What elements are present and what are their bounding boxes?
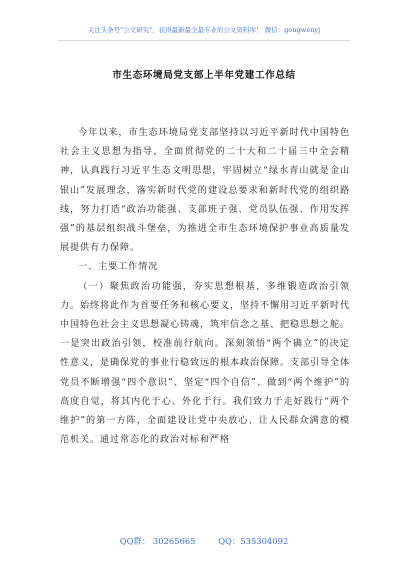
header-divider: [58, 40, 350, 41]
document-body: [60, 124, 350, 450]
header-promo-text: 关注头条号"公文研究"，获得最新最全最专业的公文资料库！ 微信：gongwenyj: [87, 26, 321, 34]
footer-contact: [0, 535, 408, 547]
document-title: 市生态环境局党支部上半年党建工作总结: [112, 70, 296, 81]
footer-qq-group: QQ群： 30265665: [119, 536, 196, 546]
intro-paragraph: 今年以来，市生态环境局党支部坚持以习近平新时代中国特色社会主义思想为指导，全面贯彻党的二十大和二十届三中全会精神，认真践行习近平生态文明思想，牢固树立“绿水青山就是金山银山”发展理念，落实新时代党的建设总要求和新时代党的组织路线，努力打造“政治功能强、支部班子强、党员队伍强、作用发挥强”的基层组织战斗堡垒，为推进全市生态环境保护事业高质量发展提供有力保障。: [60, 128, 350, 254]
body-paragraph: （一）聚焦政治功能强，夯实思想根基，多维锻造政治引领力。始终将此作为首要任务和核心要义，坚持不懈用习近平新时代中国特色社会主义思想凝心铸魂，筑牢信念之基、把稳思想之舵。一是突出政治引领，校准前行航向。深刻领悟“两个确立”的决定性意义，是确保党的事业行稳致远的根本政治保障。支部引导全体党员不断增强“四个意识”、坚定“四个自信”、做到“两个维护”的高度自觉，将其内化于心、外化于行。我们致力于走好践行“两个维护”的第一方阵，全面建设让党中央放心、让人民群众满意的模范机关。通过常态化的政治对标和严格: [60, 281, 350, 446]
section-heading: 一、主要工作情况: [78, 262, 159, 273]
footer-qq-number: QQ：535304092: [218, 536, 289, 546]
